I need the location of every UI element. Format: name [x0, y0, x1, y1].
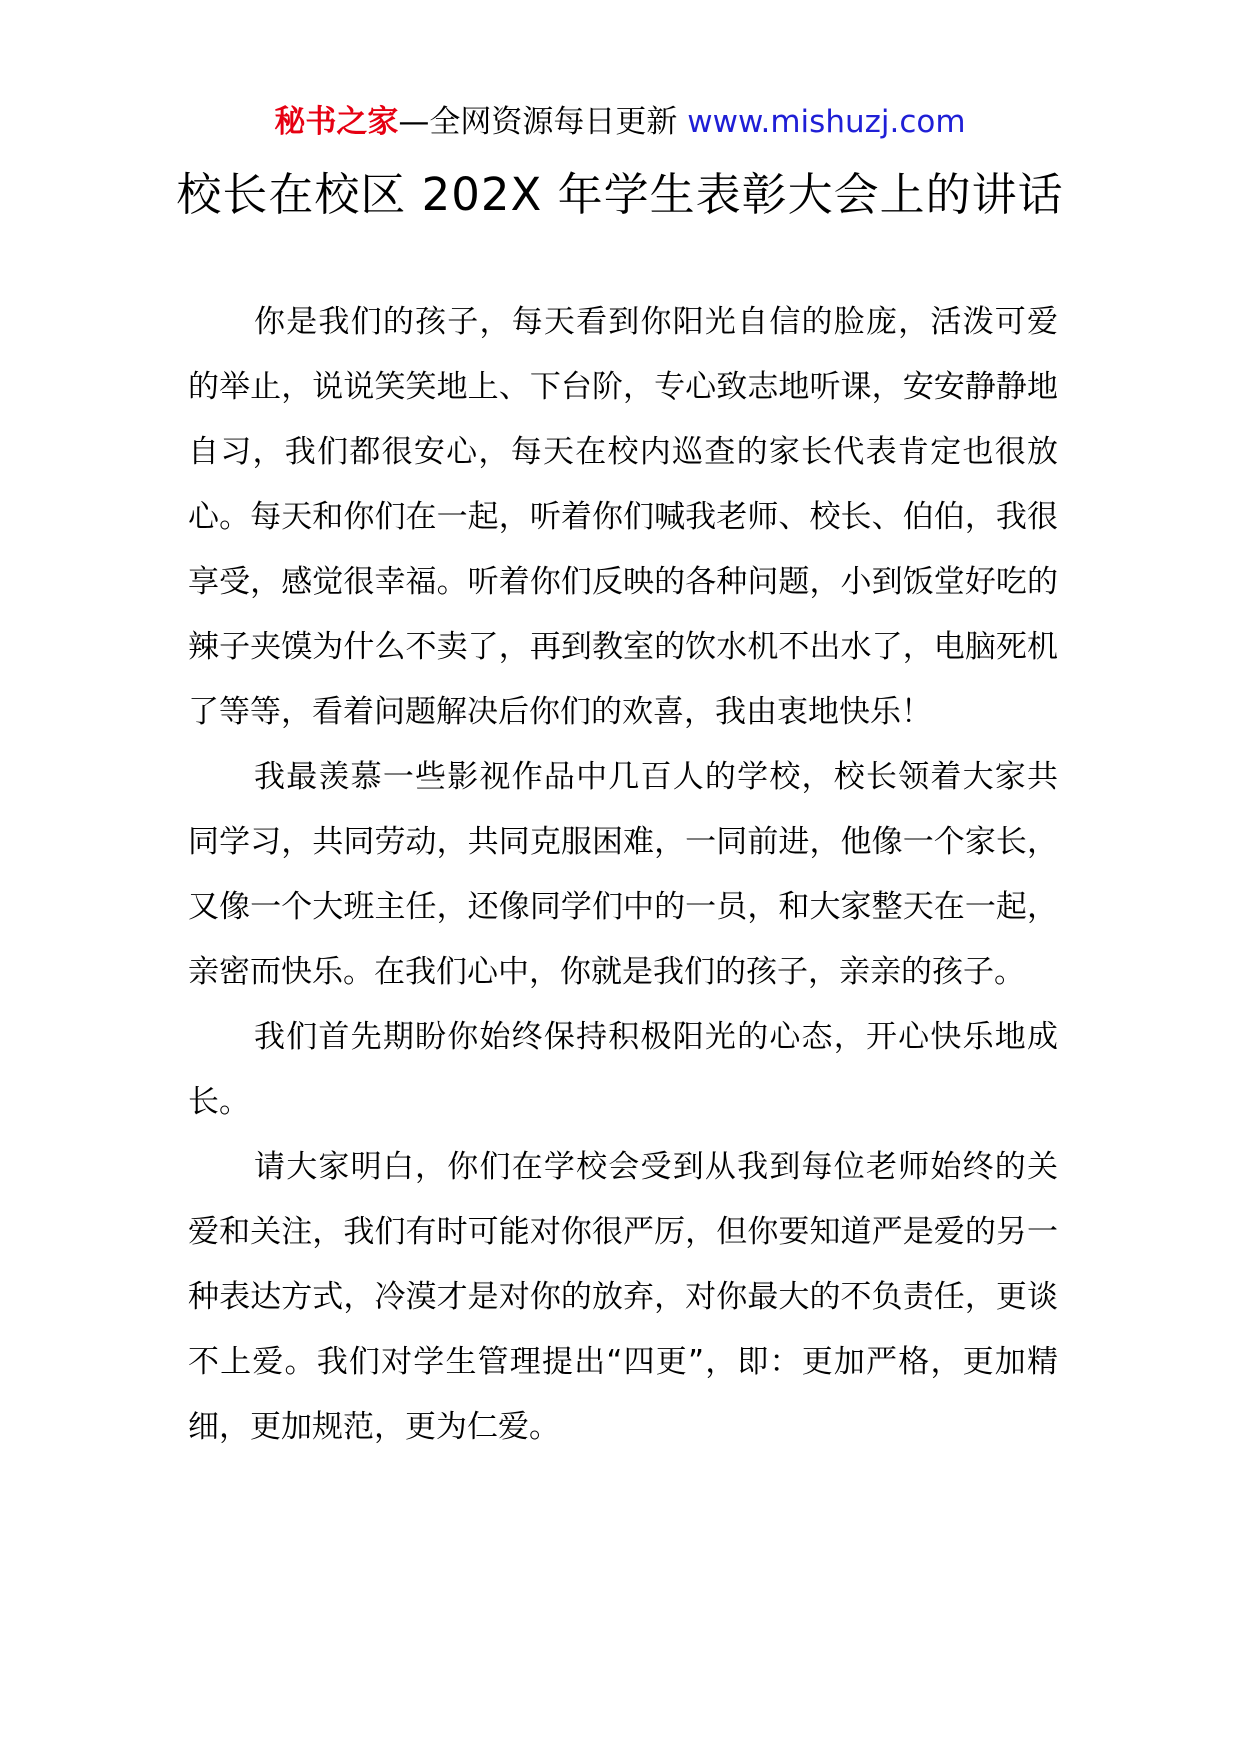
site-header [0, 102, 1240, 142]
document-title: 校长在校区 202X 年学生表彰大会上的讲话 [176, 168, 1064, 221]
document-body [188, 290, 1058, 1460]
paragraph: 我们首先期盼你始终保持积极阳光的心态，开心快乐地成长。 [188, 1019, 1058, 1120]
site-tagline: —全网资源每日更新 [398, 104, 678, 140]
site-brand: 秘书之家 [274, 104, 399, 140]
paragraph: 我最羡慕一些影视作品中几百人的学校，校长领着大家共同学习，共同劳动，共同克服困难，一同前进，他像一个家长，又像一个大班主任，还像同学们中的一员，和大家整天在一起，亲密而快乐。在我们心中，你就是我们的孩子，亲亲的孩子。 [188, 759, 1058, 990]
paragraph: 你是我们的孩子，每天看到你阳光自信的脸庞，活泼可爱的举止，说说笑笑地上、下台阶，专心致志地听课，安安静静地自习，我们都很安心，每天在校内巡查的家长代表肯定也很放心。每天和你们在一起，听着你们喊我老师、校长、伯伯，我很享受，感觉很幸福。听着你们反映的各种问题，小到饭堂好吃的辣子夹馍为什么不卖了，再到教室的饮水机不出水了，电脑死机了等等，看着问题解决后你们的欢喜，我由衷地快乐！ [188, 304, 1058, 730]
paragraph: 请大家明白，你们在学校会受到从我到每位老师始终的关爱和关注，我们有时可能对你很严厉，但你要知道严是爱的另一种表达方式，冷漠才是对你的放弃，对你最大的不负责任，更谈不上爱。我们对学生管理提出“四更”，即：更加严格，更加精细，更加规范，更为仁爱。 [188, 1149, 1058, 1445]
site-url-link[interactable]: www.mishuzj.com [687, 104, 966, 140]
